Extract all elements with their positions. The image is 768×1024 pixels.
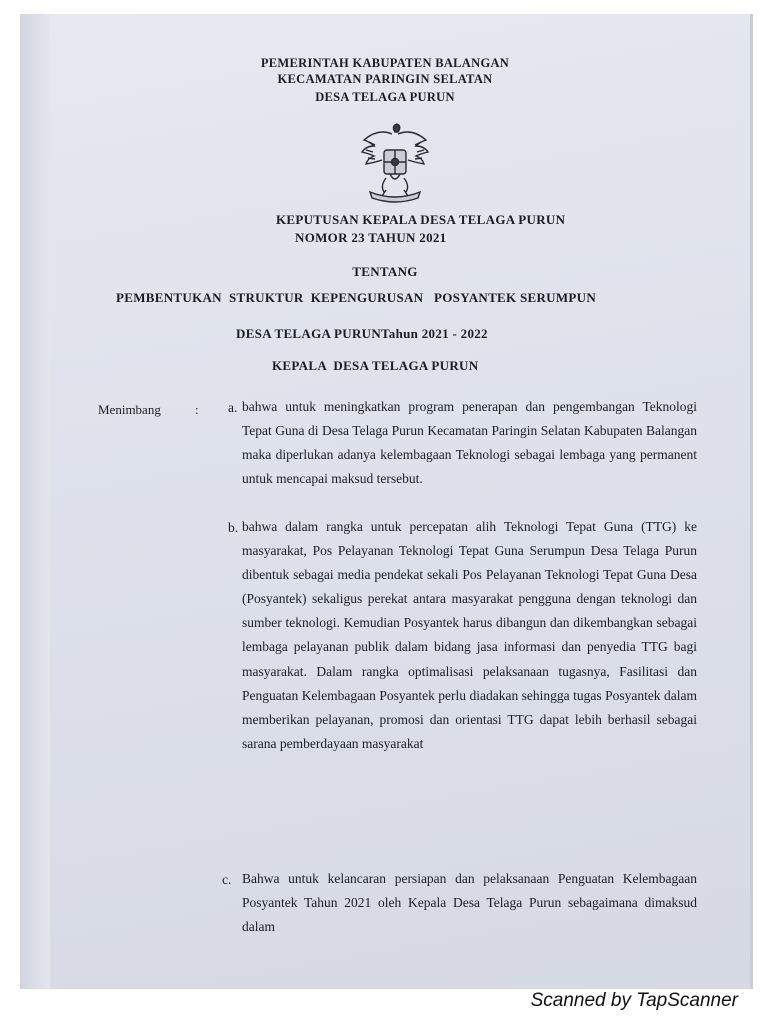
decree-subject-line2: DESA TELAGA PURUNTahun 2021 - 2022 — [236, 326, 488, 341]
header-government: PEMERINTAH KABUPATEN BALANGAN — [260, 56, 510, 70]
considering-colon: : — [195, 402, 199, 417]
item-b-letter: b. — [228, 520, 239, 535]
decree-number: NOMOR 23 TAHUN 2021 — [295, 230, 447, 245]
item-a-text: bahwa untuk meningkatkan program penerapan dan pengembangan Teknologi Tepat Guna di Desa Telaga Purun Kecamatan Paringin Selatan Kabupaten Balangan maka diperlukan adanya kelembagaan Teknologi sebagai lembaga yang permanent untuk mencapai maksud tersebut. — [242, 399, 697, 487]
page-fold-shadow — [20, 14, 50, 989]
garuda-emblem-icon — [356, 122, 434, 204]
item-a-letter: a. — [228, 400, 238, 415]
header-village: DESA TELAGA PURUN — [315, 90, 455, 104]
scanner-watermark: Scanned by TapScanner — [530, 990, 738, 1011]
decree-about: TENTANG — [352, 264, 418, 279]
item-c-text: Bahwa untuk kelancaran persiapan dan pelaksanaan Penguatan Kelembagaan Posyantek Tahun 2021 oleh Kepala Desa Telaga Purun sebagaimana dimaksud dalam — [242, 871, 697, 935]
item-c-letter: c. — [222, 872, 232, 887]
considering-label: Menimbang — [98, 402, 161, 417]
header-district: KECAMATAN PARINGIN SELATAN — [277, 72, 493, 86]
decree-title: KEPUTUSAN KEPALA DESA TELAGA PURUN — [276, 212, 566, 227]
decree-subject-line1: PEMBENTUKAN STRUKTUR KEPENGURUSAN POSYANTEK SERUMPUN — [116, 290, 597, 305]
decree-authority: KEPALA DESA TELAGA PURUN — [272, 358, 479, 373]
scanned-page — [20, 14, 753, 989]
item-b-text: bahwa dalam rangka untuk percepatan alih Teknologi Tepat Guna (TTG) ke masyarakat, Pos Pelayanan Teknologi Tepat Guna Serumpun Desa Telaga Purun dibentuk sebagai media pendekat sekali Pos Pelayanan Teknologi Tepat Guna Desa (Posyantek) sekaligus perekat antara masyarakat pengguna dengan teknologi dan sumber teknologi. Kemudian Posyantek harus dibangun dan dikembangkan sebagai lembaga pelayanan publik dalam bidang jasa informasi dan penyedia TTG bagi masyarakat. Dalam rangka optimalisasi pelaksanaan tugasnya, Fasilitasi dan Penguatan Kelembagaan Posyantek perlu diadakan sehingga tugas Posyantek dalam memberikan pelayanan, promosi dan orientasi TTG dapat lebih berhasil sebagai sarana pemberdayaan masyarakat — [242, 519, 697, 751]
